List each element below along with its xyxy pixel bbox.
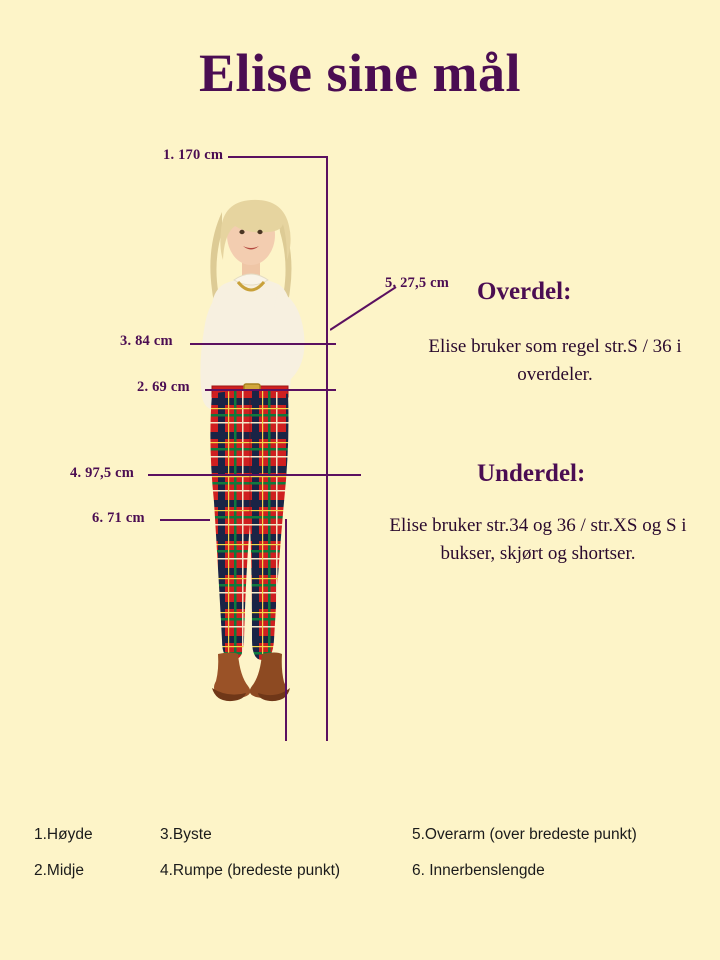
legend-item-2: 2.Midje [34,862,84,879]
measurement-label-5: 5. 27,5 cm [385,275,450,291]
line-innerben-leader [160,519,210,521]
legend-item-6: 6. Innerbenslengde [412,862,545,879]
line-midje [205,389,336,391]
section-heading-underdel: Underdel: [477,460,586,487]
section-body-underdel: Elise bruker str.34 og 36 / str.XS og S i bukser, skjørt og shortser. [389,515,687,564]
line-rumpe [148,474,361,476]
measurement-label-1: 1. 170 cm [163,147,224,163]
measurement-label-3: 3. 84 cm [120,333,173,349]
page-title: Elise sine mål [198,43,521,103]
measurement-label-2: 2. 69 cm [137,379,190,395]
line-innerben-vertical [285,519,287,741]
legend-item-5: 5.Overarm (over bredeste punkt) [412,826,637,843]
line-height-top [228,156,328,158]
legend-item-4: 4.Rumpe (bredeste punkt) [160,862,341,879]
legend [0,822,720,902]
measurement-label-6: 6. 71 cm [92,510,145,526]
line-height-vertical [326,156,328,741]
legend-item-3: 3.Byste [160,826,212,843]
section-body-overdel: Elise bruker som regel str.S / 36 i overdeler. [428,336,682,385]
model-photo-graphic [150,160,390,800]
section-heading-overdel: Overdel: [477,278,572,305]
measurement-label-4: 4. 97,5 cm [70,465,135,481]
legend-item-1: 1.Høyde [34,826,93,843]
model-photo [150,160,390,800]
line-byste [190,343,336,345]
